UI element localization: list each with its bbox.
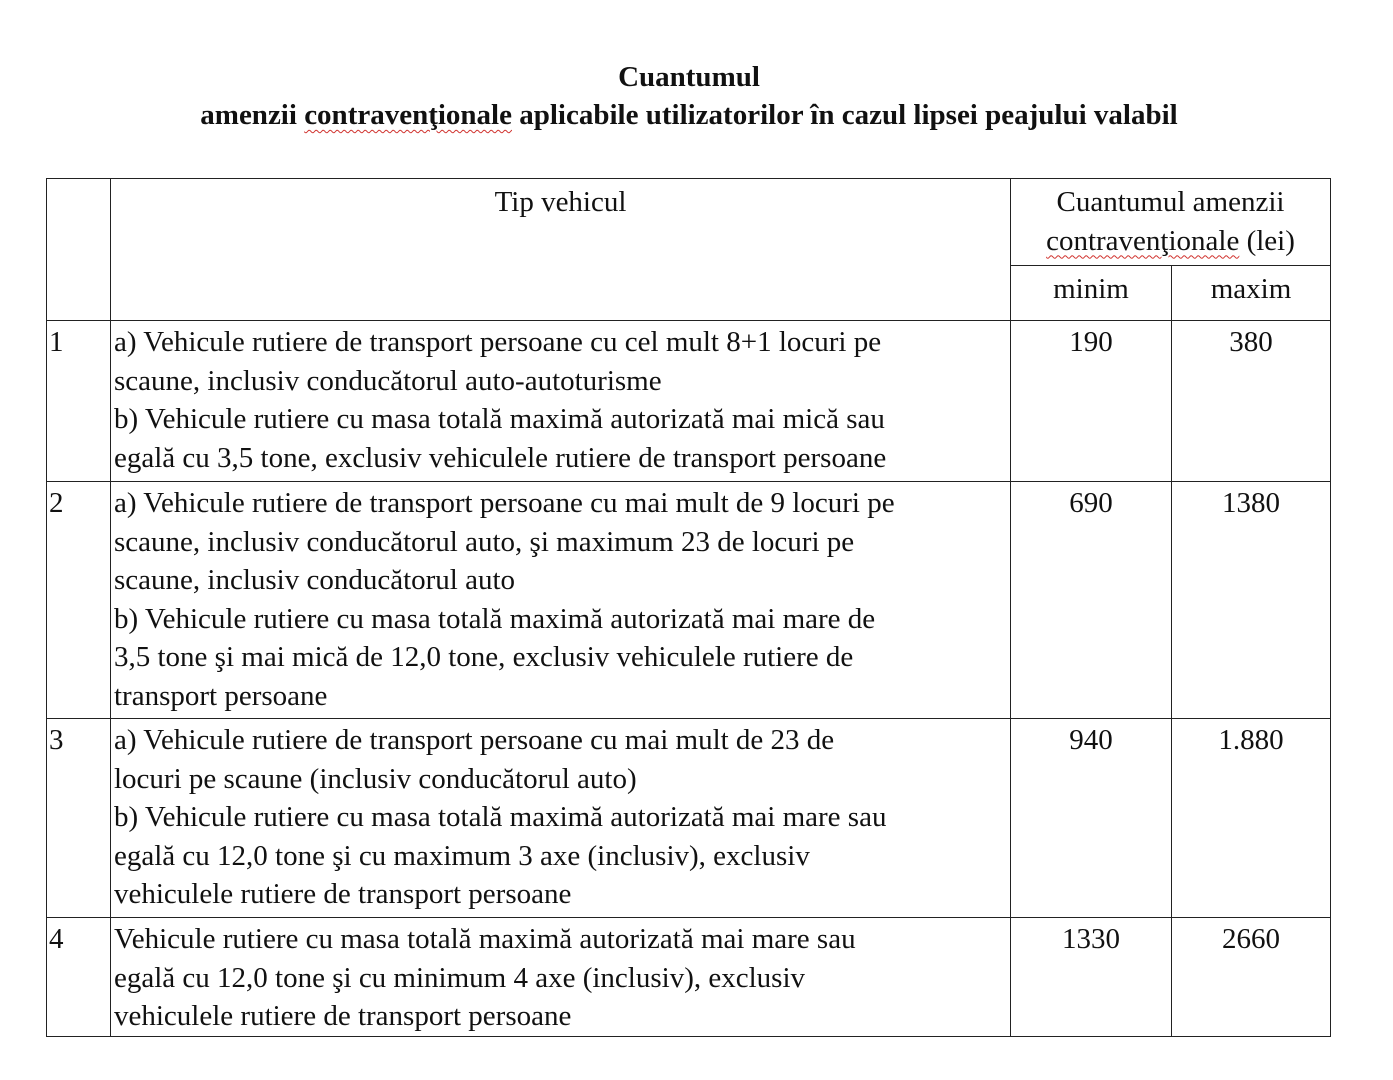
document-subtitle bbox=[0, 96, 1378, 134]
description-line: a) Vehicule rutiere de transport persoane cu mai mult de 23 de bbox=[114, 724, 835, 756]
description-line: scaune, inclusiv conducătorul auto bbox=[114, 564, 516, 596]
table-row bbox=[47, 719, 1331, 918]
max-fine: 2660 bbox=[1172, 918, 1331, 1037]
subtitle-text-end: aplicabile utilizatorilor în cazul lipsei peajului valabil bbox=[512, 99, 1178, 131]
header-max: maxim bbox=[1172, 266, 1331, 321]
table-row bbox=[47, 918, 1331, 1037]
description-line: b) Vehicule rutiere cu masa totală maximă autorizată mai mică sau bbox=[114, 403, 885, 435]
min-fine: 1330 bbox=[1011, 918, 1172, 1037]
description-line: scaune, inclusiv conducătorul auto-autoturisme bbox=[114, 364, 662, 397]
header-amount-text-end: (lei) bbox=[1239, 224, 1295, 257]
description-line: scaune, inclusiv conducătorul auto, şi maximum 23 de locuri pe bbox=[114, 525, 855, 558]
description-line: egală cu 12,0 tone şi cu minimum 4 axe (inclusiv), exclusiv bbox=[114, 961, 806, 994]
row-number: 2 bbox=[47, 482, 111, 719]
description-line: a) Vehicule rutiere de transport persoane cu mai mult de 9 locuri pe bbox=[114, 487, 895, 519]
description-line: 3,5 tone şi mai mică de 12,0 tone, exclusiv vehiculele rutiere de bbox=[114, 641, 854, 673]
row-number: 4 bbox=[47, 918, 111, 1037]
description-line: b) Vehicule rutiere cu masa totală maximă autorizată mai mare sau bbox=[114, 801, 887, 833]
header-number-cell bbox=[47, 179, 111, 321]
description-line: Vehicule rutiere cu masa totală maximă autorizată mai mare sau bbox=[114, 923, 856, 955]
description-line: locuri pe scaune (inclusiv conducătorul auto) bbox=[114, 762, 637, 795]
max-fine: 1380 bbox=[1172, 482, 1331, 719]
row-number: 1 bbox=[47, 321, 111, 482]
subtitle-text-start: amenzii bbox=[200, 99, 305, 131]
vehicle-description bbox=[111, 719, 1011, 918]
table-row bbox=[47, 482, 1331, 719]
min-fine: 690 bbox=[1011, 482, 1172, 719]
row-number: 3 bbox=[47, 719, 111, 918]
max-fine: 380 bbox=[1172, 321, 1331, 482]
vehicle-description bbox=[111, 918, 1011, 1037]
min-fine: 190 bbox=[1011, 321, 1172, 482]
description-line: transport persoane bbox=[114, 679, 328, 712]
spellcheck-flagged-word: contravenţionale bbox=[1046, 224, 1240, 257]
header-vehicle-type: Tip vehicul bbox=[111, 179, 1011, 321]
description-line: a) Vehicule rutiere de transport persoane cu cel mult 8+1 locuri pe bbox=[114, 326, 882, 358]
vehicle-description bbox=[111, 321, 1011, 482]
document-title: Cuantumul bbox=[618, 61, 760, 93]
vehicle-description bbox=[111, 482, 1011, 719]
header-amount-text-start: Cuantumul amenzii bbox=[1056, 186, 1285, 218]
description-line: b) Vehicule rutiere cu masa totală maximă autorizată mai mare de bbox=[114, 602, 876, 635]
table-row bbox=[47, 321, 1331, 482]
header-min: minim bbox=[1011, 266, 1172, 321]
description-line: egală cu 12,0 tone şi cu maximum 3 axe (inclusiv), exclusiv bbox=[114, 839, 810, 872]
max-fine: 1.880 bbox=[1172, 719, 1331, 918]
description-line: vehiculele rutiere de transport persoane bbox=[114, 1000, 572, 1032]
fines-table bbox=[46, 178, 1331, 1037]
table-header-row bbox=[47, 179, 1331, 266]
description-line: egală cu 3,5 tone, exclusiv vehiculele rutiere de transport persoane bbox=[114, 441, 887, 474]
spellcheck-flagged-word: contravenţionale bbox=[304, 99, 512, 131]
description-line: vehiculele rutiere de transport persoane bbox=[114, 878, 572, 910]
header-fine-amount bbox=[1011, 179, 1331, 266]
min-fine: 940 bbox=[1011, 719, 1172, 918]
